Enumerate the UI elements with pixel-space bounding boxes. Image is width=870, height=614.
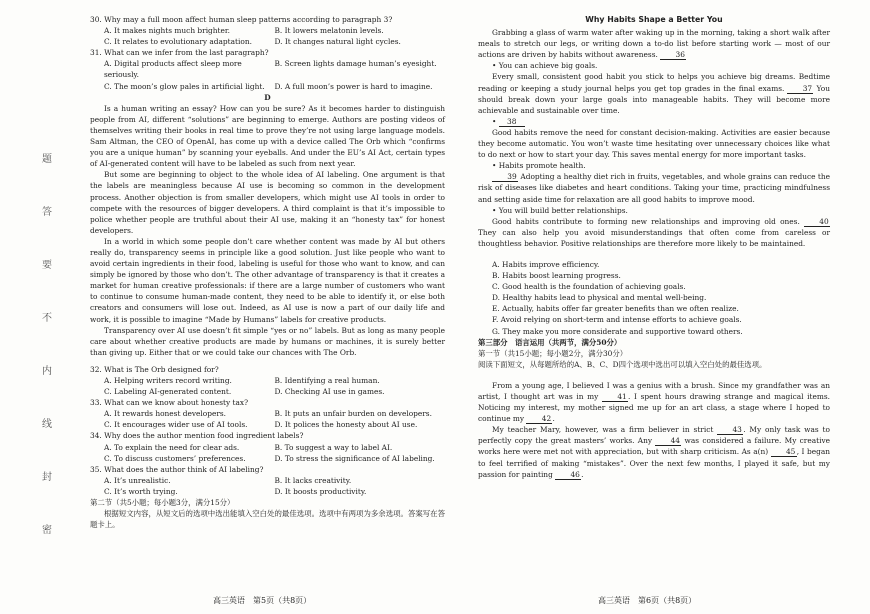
option-item: D. Healthy habits lead to physical and mental well-being. (492, 293, 707, 303)
section-2-header: 第二节（共5小题；每小题3分，满分15分） (90, 498, 235, 508)
subheading: • You will build better relationships. (492, 205, 628, 215)
paragraph-text: They can also help you avoid misunderstandings that often come from careless or thoughtless behavior. Positive relationships are therefore more likely to be maintained. (478, 227, 830, 248)
passage-paragraph: But some are beginning to object to the whole idea of AI labeling. One argument is that the labels are meaningless because AI use is becoming so common in the development process. Another objection is from smaller developers, which might use AI tools in order to compete with the resources of bigger developers. A third complaint is that it’s impossible to police whether people are truthful about their AI use, making it an “honesty tax” for honest developers. (90, 170, 445, 235)
blank-38[interactable]: 38 (499, 117, 525, 127)
option-item: F. Avoid relying on short-term and intense efforts to achieve goals. (492, 315, 742, 325)
passage-paragraph (478, 171, 830, 204)
paragraph-text: . (581, 469, 584, 479)
paragraph-text: From a young age, I believed I was a genius with a brush. Since my grandfather was an artist, I thought art was in my (478, 380, 830, 401)
option-b: B. Screen lights damage human’s eyesight. (274, 59, 437, 69)
paragraph-text: Good habits contribute to forming new relationships and improving old ones. (492, 216, 800, 226)
part-3-instructions: 阅读下面短文，从每题所给的A、B、C、D四个选项中选出可以填入空白处的最佳选项。 (478, 359, 767, 369)
option-a: A. It’s unrealistic. (104, 475, 171, 485)
question-31 (90, 47, 445, 91)
subheading (478, 116, 830, 127)
subheading: • You can achieve big goals. (492, 61, 598, 71)
blank-40[interactable]: 40 (804, 217, 830, 227)
question-stem: 34. Why does the author mention food ingredient labels? (90, 431, 304, 441)
cloze-paragraph (478, 380, 830, 424)
paragraph-text: Adopting a healthy diet rich in fruits, vegetables, and whole grains can reduce the risk of diseases like diabetes and heart conditions. Taking your time, practicing mindfulness and setting aside time for relaxation are all good habits to improve mood. (478, 172, 830, 204)
blank-39[interactable]: 39 (492, 172, 518, 182)
page-5-footer: 高三英语 第5页（共8页） (213, 596, 312, 605)
option-a: A. Helping writers record writing. (104, 376, 232, 385)
option-c: C. It relates to evolutionary adaptation. (104, 37, 252, 47)
section-2-instructions: 根据短文内容，从短文后的选项中选出能填入空白处的最佳选项。选项中有两项为多余选项。答案写在答题卡上。 (90, 509, 445, 530)
passage-paragraph: Is a human writing an essay? How can you be sure? As it becomes harder to distinguish people from AI, different “solutions” are beginning to emerge. Authors are posting videos of themselves writing their books in real time to prove they’re not using large language models. Sam Altman, the CEO of OpenAI, has come up with a device called The Orb which “confirms you are a unique human” by scanning your eyeballs. And under the EU’s AI Act, certain types of AI-generated content will have to be labeled as such from next year. (90, 103, 445, 169)
question-stem: 30. Why may a full moon affect human sleep patterns according to paragraph 3? (90, 15, 393, 24)
paragraph-text: . I spent hours drawing strange and magical items. Noticing my interest, my mother signed me up for an art class, a stage where I hoped to continue my (478, 392, 830, 424)
section-d-heading: D (264, 92, 271, 102)
binding-char: 封 (42, 472, 52, 483)
option-item: G. They make you more considerate and supportive toward others. (492, 326, 743, 336)
passage-paragraph: Transparency over AI use doesn’t fit simple “yes or no” labels. But as long as many people care about whether creative products are made by humans or machines, it is surely better than giving up. Either that or we could take our chances with The Orb. (90, 325, 445, 357)
bullet-mark: • (492, 116, 497, 126)
option-item: E. Actually, habits offer far greater benefits than we often realize. (492, 304, 739, 314)
passage-paragraph (478, 27, 830, 60)
cloze-paragraph (478, 424, 830, 479)
binding-char: 要 (42, 260, 52, 271)
option-a: A. It makes nights much brighter. (104, 26, 230, 36)
blank-37[interactable]: 37 (787, 84, 813, 94)
passage-paragraph: In a world in which some people don’t care whether content was made by AI but others really do, transparency seems in principle like a good solution. Just like people who want to avoid certain ingredients in their food, labeling is useful for those who want to know, and can simply be ignored by those who don’t. The other advantage of transparency is that it creates a market for human creative professionals: if there are a large number of customers who want to continue to consume human-made content, they need to be able to identify it, or else both creators and consumers will lose out. Indeed, as AI use is now a part of our daily life and work, it is possible to imagine “Made by Humans” labels for creative products. (90, 236, 445, 324)
binding-char: 内 (42, 366, 52, 377)
question-34 (90, 430, 445, 463)
option-d: D. It changes natural light cycles. (274, 37, 401, 47)
option-c: C. The moon’s glow pales in artificial light. (104, 81, 265, 91)
page-5 (90, 14, 445, 530)
passage-paragraph: Good habits remove the need for constant decision-making. Activities are easier because they become automatic. You won’t waste time hesitating over unnecessary choices like what to do next or how to start your day. This saves mental energy for more important tasks. (478, 127, 830, 160)
paragraph-text: was considered a failure. My creative works here were met not with appreciation, but with sharp criticism. As a(n) (478, 436, 830, 457)
passage-paragraph (478, 71, 830, 115)
question-35 (90, 464, 445, 497)
page-6-footer: 高三英语 第6页（共8页） (598, 596, 697, 605)
option-b: B. It lacks creativity. (274, 475, 352, 485)
blank-45[interactable]: 45 (771, 447, 797, 457)
paragraph-text: . (552, 414, 555, 424)
blank-46[interactable]: 46 (555, 470, 581, 480)
option-item: A. Habits improve efficiency. (492, 259, 600, 269)
question-32 (90, 364, 445, 397)
blank-42[interactable]: 42 (526, 414, 552, 424)
option-item: B. Habits boost learning progress. (492, 271, 621, 281)
binding-char: 密 (42, 525, 52, 536)
binding-margin (40, 150, 54, 536)
option-b: B. To suggest a way to label AI. (274, 442, 393, 452)
blank-44[interactable]: 44 (655, 436, 681, 446)
blank-36[interactable]: 36 (660, 50, 686, 60)
question-stem: 31. What can we infer from the last paragraph? (90, 48, 269, 58)
option-a: A. To explain the need for clear ads. (104, 442, 240, 452)
binding-char: 答 (42, 207, 52, 218)
option-c: C. Labeling AI-generated content. (104, 387, 232, 397)
paragraph-text: Every small, consistent good habit you stick to helps you achieve big dreams. Bedtime reading or keeping a study journal helps you get top grades in the final exams. (478, 72, 830, 93)
blank-41[interactable]: 41 (602, 392, 628, 402)
paragraph-text: , I began to feel terrified of making “mistakes”. Over the next few months, I played it safe, but my passion for painting (478, 447, 830, 479)
option-d: D. It polices the honesty about AI use. (274, 420, 418, 430)
option-b: B. It lowers melatonin levels. (274, 26, 384, 36)
part-3-header: 第三部分 语言运用（共两节，满分50分） (478, 337, 622, 347)
option-b: B. Identifying a real human. (274, 376, 380, 385)
binding-char: 题 (42, 154, 52, 165)
option-c: C. It’s worth trying. (104, 486, 178, 496)
passage-title: Why Habits Shape a Better You (585, 15, 723, 24)
part-3-section-1: 第一节（共15小题；每小题2分，满分30分） (478, 348, 628, 358)
paragraph-text: . My only task was to perfectly copy the great masters’ works. Any (478, 425, 830, 446)
option-d: D. It boosts productivity. (274, 486, 367, 496)
blank-43[interactable]: 43 (717, 425, 743, 435)
question-stem: 35. What does the author think of AI labeling? (90, 464, 264, 474)
option-a: A. It rewards honest developers. (104, 409, 227, 419)
binding-char: 线 (42, 419, 52, 430)
paragraph-text: My teacher Mary, however, was a firm believer in strict (492, 425, 714, 435)
question-stem: 32. What is The Orb designed for? (90, 364, 219, 374)
option-c: C. To discuss customers’ preferences. (104, 453, 246, 463)
option-c: C. It encourages wider use of AI tools. (104, 420, 248, 430)
option-d: D. To stress the significance of AI labeling. (274, 453, 435, 463)
paragraph-text: You should break down your large goals into manageable habits. They will become more achievable and sustainable over time. (478, 83, 830, 115)
option-a: A. Digital products affect sleep more seriously. (104, 59, 242, 80)
option-item: C. Good health is the foundation of achieving goals. (492, 282, 686, 292)
option-list (478, 259, 830, 337)
question-stem: 33. What can we know about honesty tax? (90, 398, 249, 408)
option-d: D. Checking AI use in games. (274, 387, 385, 397)
passage-paragraph (478, 216, 830, 249)
question-33 (90, 397, 445, 430)
page-6 (478, 14, 830, 480)
paragraph-text: Grabbing a glass of warm water after waking up in the morning, taking a short walk after meals to stretch our legs, or writing down a to-do list before starting work — most of our actions are driven by habits without awareness. (478, 28, 830, 60)
option-b: B. It puts an unfair burden on developers. (274, 409, 432, 419)
binding-char: 不 (42, 313, 52, 324)
option-d: D. A full moon’s power is hard to imagine. (274, 81, 433, 91)
question-30 (90, 14, 445, 47)
subheading: • Habits promote health. (492, 161, 586, 171)
